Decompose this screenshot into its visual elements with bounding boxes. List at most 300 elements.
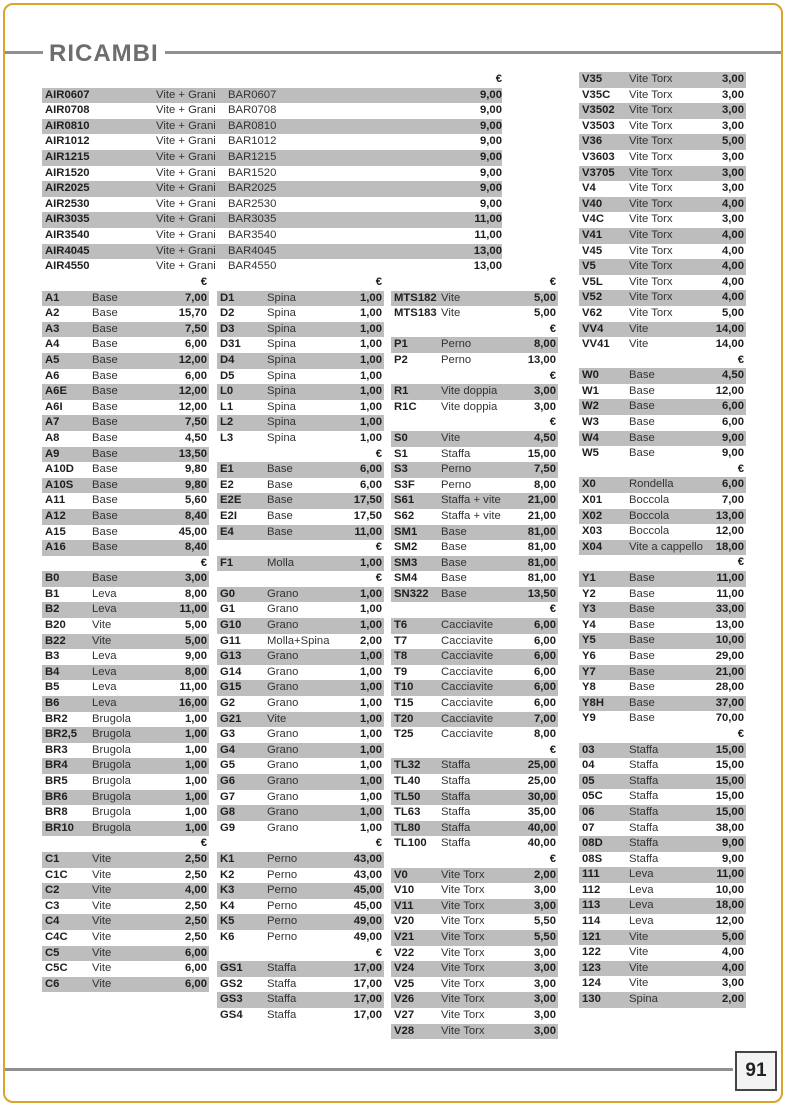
part-price: 16,00	[178, 697, 207, 710]
part-description: Perno	[441, 353, 472, 366]
table-row	[579, 805, 746, 821]
table-row	[217, 431, 384, 447]
part-reference: BAR1012	[228, 135, 277, 148]
currency-symbol: €	[549, 276, 556, 288]
table-row	[391, 400, 558, 416]
table-row	[579, 399, 746, 415]
part-description: Vite Torx	[629, 291, 673, 304]
table-row	[579, 181, 746, 197]
part-price: 3,00	[534, 977, 556, 990]
part-reference: BAR0607	[228, 88, 277, 101]
part-description: Vite + Grani	[156, 197, 216, 210]
table-row	[217, 852, 384, 868]
part-code: G13	[220, 650, 242, 663]
table-row	[579, 883, 746, 899]
part-code: TL32	[394, 759, 421, 772]
table-row	[42, 680, 209, 696]
part-price: 9,00	[480, 166, 502, 179]
currency-symbol: €	[200, 276, 207, 288]
part-price: 40,00	[527, 837, 556, 850]
part-description: Cacciavite	[441, 634, 494, 647]
part-code: S1	[394, 447, 408, 460]
part-description: Vite + Grani	[156, 88, 216, 101]
part-code: A8	[45, 431, 60, 444]
part-code: B22	[45, 634, 66, 647]
part-description: Brugola	[92, 728, 131, 741]
part-description: Vite Torx	[441, 993, 485, 1006]
part-description: Base	[92, 353, 118, 366]
part-code: SM4	[394, 572, 418, 585]
table-row	[42, 883, 209, 899]
part-code: V24	[394, 962, 415, 975]
part-price: 4,00	[722, 961, 744, 974]
currency-symbol: €	[375, 276, 382, 288]
table-row	[42, 587, 209, 603]
part-price: 1,00	[360, 556, 382, 569]
part-price: 1,00	[360, 322, 382, 335]
part-code: C6	[45, 977, 60, 990]
part-code: GS1	[220, 962, 243, 975]
table-row	[579, 618, 746, 634]
part-code: AIR4550	[45, 260, 90, 273]
part-code: TL100	[394, 837, 427, 850]
part-description: Leva	[629, 899, 654, 912]
part-description: Vite	[441, 291, 461, 304]
part-price: 1,00	[360, 697, 382, 710]
part-reference: BAR4550	[228, 260, 277, 273]
table-row	[217, 743, 384, 759]
part-description: Perno	[441, 478, 472, 491]
part-price: 3,00	[534, 993, 556, 1006]
part-price: 9,00	[480, 182, 502, 195]
part-description: Brugola	[92, 712, 131, 725]
table-row	[579, 867, 746, 883]
part-code: V25	[394, 977, 415, 990]
part-price: 13,00	[715, 509, 744, 522]
part-code: V0	[394, 868, 408, 881]
part-description: Vite	[92, 946, 112, 959]
part-price: 3,00	[185, 572, 207, 585]
part-description: Base	[629, 603, 655, 616]
part-price: 21,00	[527, 494, 556, 507]
table-row	[42, 415, 209, 431]
table-row	[391, 493, 558, 509]
part-price: 3,00	[534, 946, 556, 959]
part-description: Vite Torx	[441, 977, 485, 990]
part-code: S62	[394, 509, 415, 522]
part-description: Vite + Grani	[156, 244, 216, 257]
part-code: S0	[394, 431, 408, 444]
part-description: Cacciavite	[441, 665, 494, 678]
part-description: Base	[629, 618, 655, 631]
part-description: Vite	[441, 307, 461, 320]
part-code: A16	[45, 541, 66, 554]
table-row	[579, 134, 746, 150]
part-price: 14,00	[715, 338, 744, 351]
part-price: 5,00	[185, 634, 207, 647]
part-reference: BAR2530	[228, 197, 277, 210]
table-row	[217, 369, 384, 385]
part-code: G1	[220, 603, 236, 616]
part-description: Vite Torx	[629, 88, 673, 101]
part-code: A6	[45, 369, 60, 382]
part-code: X04	[582, 540, 603, 553]
currency-symbol: €	[375, 946, 382, 959]
table-row	[391, 930, 558, 946]
part-price: 5,00	[185, 619, 207, 632]
part-code: AIR4045	[45, 244, 90, 257]
part-description: Grano	[267, 790, 299, 803]
table-row	[579, 758, 746, 774]
part-price: 1,00	[360, 712, 382, 725]
table-row	[42, 181, 502, 197]
part-description: Grano	[267, 587, 299, 600]
part-price: 9,00	[480, 119, 502, 132]
part-description: Staffa	[267, 962, 297, 975]
table-row	[217, 462, 384, 478]
part-code: A11	[45, 494, 66, 507]
part-price: 9,00	[722, 431, 744, 444]
part-code: E2I	[220, 509, 237, 522]
part-code: G15	[220, 681, 242, 694]
part-code: K3	[220, 884, 235, 897]
table-row	[391, 899, 558, 915]
part-price: 3,00	[722, 88, 744, 101]
parts-column-2	[217, 275, 384, 1024]
table-row	[42, 259, 502, 275]
part-description: Base	[92, 400, 118, 413]
part-description: Base	[629, 384, 655, 397]
table-row	[42, 634, 209, 650]
part-code: G11	[220, 634, 241, 647]
part-price: 3,00	[534, 1008, 556, 1021]
part-price: 7,50	[185, 416, 207, 429]
part-description: Base	[92, 307, 118, 320]
part-price: 3,00	[534, 899, 556, 912]
part-code: D4	[220, 353, 235, 366]
part-description: Leva	[92, 603, 117, 616]
part-description: Vite Torx	[441, 915, 485, 928]
table-row	[579, 945, 746, 961]
table-row	[579, 493, 746, 509]
part-code: MTS183	[394, 307, 437, 320]
table-row	[217, 400, 384, 416]
part-price: 9,00	[722, 852, 744, 865]
part-price: 1,00	[360, 650, 382, 663]
part-price: 8,00	[185, 665, 207, 678]
part-price: 11,00	[716, 868, 744, 881]
part-code: T6	[394, 619, 408, 632]
part-price: 12,00	[715, 525, 744, 538]
part-price: 9,00	[480, 135, 502, 148]
currency-header	[42, 556, 209, 572]
table-row	[217, 337, 384, 353]
part-code: V3503	[582, 119, 615, 132]
part-description: Base	[92, 385, 118, 398]
currency-header	[391, 743, 558, 759]
part-price: 9,00	[722, 447, 744, 460]
part-description: Perno	[267, 930, 298, 943]
part-price: 17,00	[353, 977, 382, 990]
table-row	[579, 711, 746, 727]
currency-symbol: €	[737, 462, 744, 475]
part-price: 10,00	[715, 634, 744, 647]
part-code: Y1	[582, 572, 596, 584]
part-code: V3603	[582, 150, 615, 163]
currency-header	[579, 555, 746, 571]
table-row	[391, 447, 558, 463]
part-code: E2	[220, 478, 234, 491]
part-description: Base	[441, 525, 467, 538]
part-description: Staffa	[267, 993, 297, 1006]
table-row	[391, 961, 558, 977]
part-price: 4,00	[722, 228, 744, 241]
table-row	[391, 353, 558, 369]
part-description: Brugola	[92, 743, 131, 756]
part-code: 08S	[582, 852, 603, 865]
part-code: K6	[220, 930, 235, 943]
part-code: V5L	[582, 275, 603, 288]
parts-column-4	[579, 72, 746, 1008]
table-row	[42, 868, 209, 884]
part-code: A10S	[45, 478, 74, 491]
part-price: 6,00	[185, 946, 207, 959]
table-row	[217, 384, 384, 400]
part-price: 33,00	[715, 603, 744, 616]
part-description: Base	[267, 509, 293, 522]
part-price: 3,00	[534, 400, 556, 413]
part-code: A5	[45, 353, 60, 366]
table-row	[579, 836, 746, 852]
part-price: 1,00	[185, 728, 207, 741]
part-code: C3	[45, 899, 60, 912]
part-description: Vite Torx	[441, 962, 485, 975]
table-row	[42, 914, 209, 930]
part-code: B2	[45, 603, 60, 616]
part-description: Base	[92, 322, 118, 335]
part-description: Base	[92, 509, 118, 522]
part-code: G6	[220, 775, 236, 787]
part-price: 1,00	[360, 307, 382, 320]
part-price: 4,50	[722, 369, 744, 382]
part-code: C4C	[45, 930, 68, 943]
part-code: V28	[394, 1024, 415, 1037]
part-price: 4,00	[722, 946, 744, 959]
table-row	[42, 618, 209, 634]
part-code: T15	[394, 697, 414, 710]
part-code: BR6	[45, 790, 68, 803]
part-description: Base	[92, 572, 118, 585]
part-price: 6,00	[185, 338, 207, 351]
table-row	[391, 556, 558, 572]
table-row	[579, 228, 746, 244]
part-description: Vite + Grani	[156, 213, 216, 226]
table-row	[391, 680, 558, 696]
part-code: D3	[220, 322, 235, 335]
part-code: 08D	[582, 837, 603, 850]
part-reference: BAR3540	[228, 228, 277, 241]
table-row	[42, 805, 209, 821]
table-row	[391, 525, 558, 541]
part-description: Base	[92, 525, 118, 538]
part-price: 1,00	[360, 291, 382, 304]
part-reference: BAR1215	[228, 150, 277, 163]
part-code: B4	[45, 665, 60, 678]
table-row	[391, 821, 558, 837]
part-price: 13,50	[527, 587, 556, 600]
table-row	[579, 244, 746, 260]
part-price: 4,50	[185, 431, 207, 444]
part-price: 8,00	[534, 478, 556, 491]
part-description: Vite Torx	[441, 884, 485, 897]
table-row	[579, 88, 746, 104]
part-price: 9,00	[480, 88, 502, 101]
table-row	[391, 618, 558, 634]
part-price: 3,00	[534, 1024, 556, 1037]
part-price: 2,00	[360, 634, 382, 647]
part-price: 11,00	[716, 572, 744, 584]
part-code: C2	[45, 884, 60, 897]
part-description: Vite + Grani	[156, 260, 216, 273]
table-row	[579, 119, 746, 135]
table-row	[579, 446, 746, 462]
part-reference: BAR3035	[228, 213, 277, 226]
part-description: Base	[629, 634, 655, 647]
currency-symbol: €	[200, 556, 207, 569]
part-price: 4,00	[722, 197, 744, 210]
part-description: Base	[92, 338, 118, 351]
part-description: Grano	[267, 697, 299, 710]
table-row	[42, 727, 209, 743]
part-description: Base	[92, 463, 118, 476]
currency-symbol: €	[549, 322, 556, 335]
part-price: 8,00	[534, 338, 556, 351]
part-description: Staffa	[441, 790, 471, 803]
part-price: 6,00	[185, 369, 207, 382]
part-description: Vite Torx	[629, 135, 673, 148]
part-price: 81,00	[527, 525, 556, 538]
table-row	[217, 805, 384, 821]
part-description: Vite	[92, 619, 112, 632]
part-price: 11,00	[179, 603, 207, 616]
part-code: B3	[45, 650, 60, 663]
part-description: Vite	[92, 930, 112, 943]
part-price: 8,40	[185, 509, 207, 522]
part-price: 11,00	[354, 525, 382, 538]
part-price: 5,50	[534, 930, 556, 943]
table-row	[579, 571, 746, 587]
part-price: 38,00	[715, 821, 744, 834]
currency-symbol: €	[375, 541, 382, 554]
part-description: Base	[629, 572, 655, 584]
part-code: A6E	[45, 385, 67, 398]
part-code: V22	[394, 946, 415, 959]
part-price: 7,00	[185, 291, 207, 304]
table-row	[391, 462, 558, 478]
table-row	[579, 212, 746, 228]
part-description: Staffa	[629, 743, 659, 756]
part-code: T20	[394, 712, 414, 725]
part-code: T8	[394, 650, 408, 663]
part-price: 6,00	[185, 962, 207, 975]
table-row	[217, 758, 384, 774]
part-description: Grano	[267, 681, 299, 694]
part-description: Staffa	[629, 774, 659, 787]
part-description: Staffa	[441, 775, 471, 787]
table-row	[391, 571, 558, 587]
part-description: Staffa	[629, 821, 659, 834]
table-row	[42, 743, 209, 759]
part-description: Perno	[441, 338, 472, 351]
table-row	[579, 415, 746, 431]
part-code: V35	[582, 73, 603, 85]
part-code: A9	[45, 447, 60, 460]
part-price: 12,00	[178, 385, 207, 398]
currency-symbol: €	[549, 416, 556, 429]
table-row	[579, 150, 746, 166]
part-description: Vite	[629, 946, 649, 959]
part-price: 1,00	[185, 790, 207, 803]
part-code: V21	[394, 930, 415, 943]
part-price: 5,00	[534, 291, 556, 304]
part-description: Cacciavite	[441, 681, 494, 694]
part-description: Vite	[92, 868, 112, 881]
part-description: Staffa	[441, 447, 471, 460]
part-description: Vite + Grani	[156, 135, 216, 148]
part-description: Grano	[267, 603, 299, 616]
part-price: 81,00	[527, 541, 556, 554]
part-price: 9,00	[480, 150, 502, 163]
part-code: L3	[220, 431, 234, 444]
part-code: 113	[582, 899, 601, 912]
table-row	[217, 322, 384, 338]
part-code: C5C	[45, 962, 68, 975]
part-price: 11,00	[474, 228, 502, 241]
table-row	[579, 602, 746, 618]
table-row	[42, 369, 209, 385]
part-code: Y4	[582, 618, 596, 631]
part-code: K4	[220, 899, 235, 912]
table-row	[391, 758, 558, 774]
part-description: Spina	[267, 291, 296, 304]
part-code: Y3	[582, 603, 596, 616]
currency-symbol: €	[549, 852, 556, 865]
currency-header	[391, 852, 558, 868]
part-description: Staffa + vite	[441, 494, 501, 507]
part-code: S3F	[394, 478, 415, 491]
part-price: 2,50	[185, 915, 207, 928]
part-price: 2,50	[185, 868, 207, 881]
part-price: 5,00	[534, 307, 556, 320]
part-price: 2,00	[722, 993, 744, 1006]
part-description: Vite Torx	[629, 197, 673, 210]
part-code: X01	[582, 494, 603, 507]
table-row	[42, 977, 209, 993]
part-reference: BAR0708	[228, 104, 277, 117]
part-price: 11,00	[716, 587, 744, 600]
table-row	[391, 977, 558, 993]
currency-header	[579, 462, 746, 478]
part-code: W4	[582, 431, 599, 444]
part-description: Leva	[92, 681, 117, 694]
part-description: Vite Torx	[629, 213, 673, 226]
part-code: G7	[220, 790, 236, 803]
parts-column-3	[391, 275, 558, 1039]
part-code: 05	[582, 774, 595, 787]
part-price: 21,00	[527, 509, 556, 522]
part-code: G4	[220, 743, 236, 756]
table-row	[579, 72, 746, 88]
